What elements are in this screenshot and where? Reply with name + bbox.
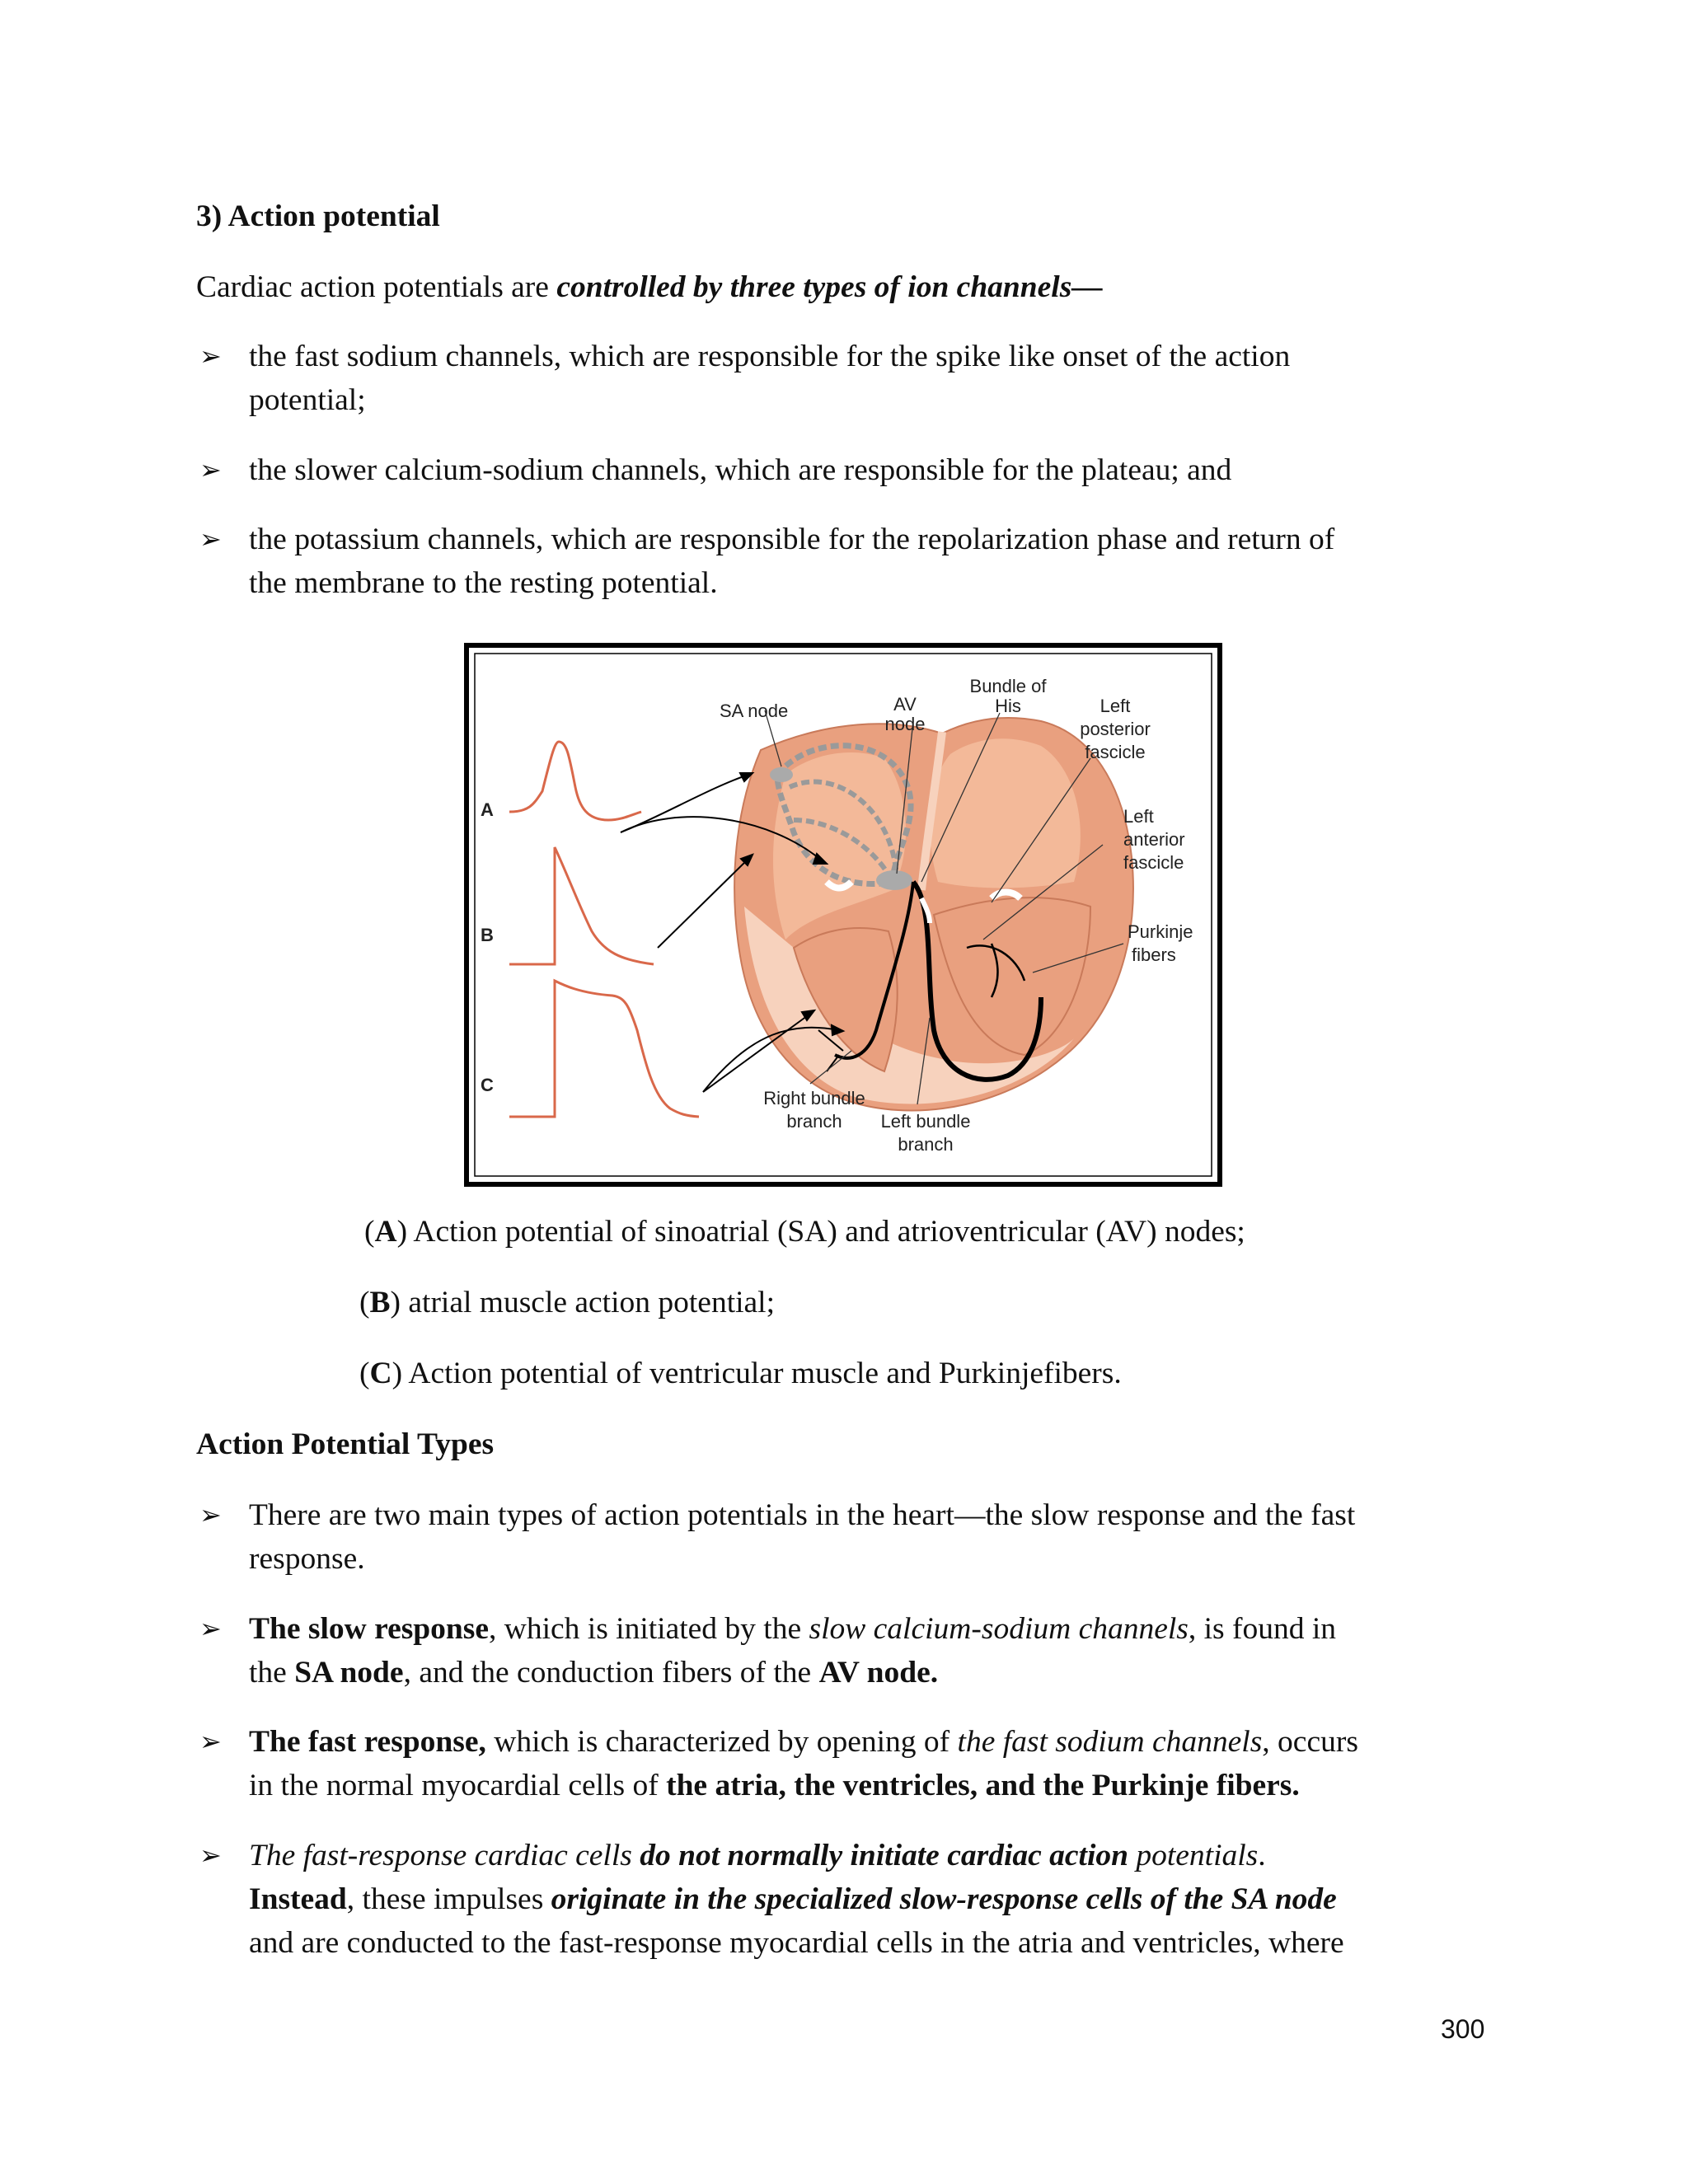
bold-term: SA node	[294, 1656, 404, 1690]
bullet-arrow-icon: ➢	[199, 1727, 222, 1756]
bold-term: the atria, the ventricles, and the Purkinje fibers.	[666, 1769, 1300, 1802]
figure-caption-c	[359, 1352, 1122, 1395]
label-bundle-of-his-2: His	[995, 696, 1021, 716]
text-run: , which is initiated by the	[489, 1612, 809, 1646]
caption-text: ) Action potential of sinoatrial (SA) and atrioventricular (AV) nodes;	[396, 1215, 1245, 1249]
list-item-line	[249, 1607, 1502, 1651]
caption-paren: (	[359, 1286, 370, 1319]
list-item-line: the membrane to the resting potential.	[249, 566, 718, 600]
label-bundle-of-his: Bundle of	[969, 676, 1047, 696]
caption-text: ) atrial muscle action potential;	[390, 1286, 776, 1319]
italic-term: potentials	[1128, 1839, 1259, 1872]
bullet-arrow-icon: ➢	[199, 1500, 222, 1530]
caption-letter: A	[374, 1215, 397, 1249]
list-item-line	[249, 1720, 1502, 1764]
bold-term: The fast response,	[249, 1725, 486, 1759]
types-heading: Action Potential Types	[196, 1427, 495, 1461]
bold-italic-term: do not normally initiate cardiac action	[631, 1839, 1128, 1872]
text-run: , and the conduction fibers of the	[403, 1656, 819, 1690]
label-left-anterior-fascicle-3: fascicle	[1123, 852, 1184, 873]
text-run: , these impulses	[346, 1882, 551, 1916]
label-left-posterior-fascicle: Left	[1100, 696, 1131, 716]
list-item	[199, 1493, 1502, 1581]
intro-paragraph	[196, 265, 1103, 309]
list-item	[199, 1834, 1502, 1965]
bullet-arrow-icon: ➢	[199, 1614, 222, 1643]
section-title: 3) Action potential	[196, 199, 440, 233]
figure-caption-b	[359, 1281, 775, 1324]
bullet-arrow-icon: ➢	[199, 1840, 222, 1870]
heart-conduction-figure	[464, 643, 1222, 1187]
caption-letter: C	[369, 1357, 392, 1390]
intro-emphasis: controlled by three types of ion channels—	[556, 270, 1103, 304]
label-left-anterior-fascicle-2: anterior	[1123, 829, 1185, 850]
label-trace-b: B	[481, 925, 494, 945]
text-run: , is found in	[1188, 1612, 1337, 1646]
list-item-line: potential;	[249, 383, 366, 417]
label-trace-a: A	[481, 799, 494, 820]
bold-term: Instead	[249, 1882, 347, 1916]
bullet-arrow-icon: ➢	[199, 341, 222, 371]
label-left-bundle-branch-2: branch	[898, 1134, 954, 1155]
list-item-line	[249, 1877, 1502, 1921]
list-item-line	[249, 1764, 1502, 1807]
list-item-line: and are conducted to the fast-response myocardial cells in the atria and ventricles, where	[249, 1926, 1344, 1960]
bold-italic-term: originate in the specialized slow-response cells of the SA node	[551, 1882, 1337, 1916]
bullet-arrow-icon: ➢	[199, 524, 222, 554]
page-number: 300	[1441, 2014, 1485, 2044]
italic-term: the fast sodium channels	[957, 1725, 1263, 1759]
list-item	[199, 518, 1502, 605]
label-right-bundle-branch: Right bundle	[763, 1088, 865, 1108]
caption-text: ) Action potential of ventricular muscle and Purkinjefibers.	[392, 1357, 1122, 1390]
caption-paren: (	[364, 1215, 375, 1249]
list-item-line: response.	[249, 1542, 365, 1576]
caption-letter: B	[369, 1286, 391, 1319]
label-sa-node: SA node	[720, 701, 789, 721]
bold-term: AV node.	[818, 1656, 939, 1690]
list-item-line: the slower calcium-sodium channels, which are responsible for the plateau; and	[249, 453, 1232, 487]
list-item	[199, 448, 1502, 492]
list-item-line	[249, 1651, 1502, 1694]
label-purkinje-fibers-2: fibers	[1132, 944, 1176, 965]
text-run: , occurs	[1262, 1725, 1358, 1759]
intro-lead: Cardiac action potentials are	[196, 270, 557, 304]
label-left-posterior-fascicle-3: fascicle	[1085, 742, 1146, 762]
bullet-arrow-icon: ➢	[199, 455, 222, 485]
label-left-posterior-fascicle-2: posterior	[1080, 719, 1151, 739]
label-purkinje-fibers: Purkinje	[1128, 921, 1193, 942]
list-item-line: the potassium channels, which are responsible for the repolarization phase and return of	[249, 523, 1335, 556]
text-run: .	[1258, 1839, 1266, 1872]
label-right-bundle-branch-2: branch	[786, 1111, 842, 1132]
text-run: which is characterized by opening of	[485, 1725, 958, 1759]
bold-term: The slow response	[249, 1612, 490, 1646]
text-run: the	[249, 1656, 295, 1690]
label-left-bundle-branch: Left bundle	[880, 1111, 971, 1132]
figure-caption-a	[364, 1210, 1245, 1254]
list-item	[199, 335, 1502, 422]
label-trace-c: C	[481, 1075, 494, 1095]
caption-paren: (	[359, 1357, 370, 1390]
text-run: in the normal myocardial cells of	[249, 1769, 667, 1802]
label-av-node: AV	[893, 694, 917, 715]
label-left-anterior-fascicle: Left	[1123, 806, 1154, 827]
list-item	[199, 1720, 1502, 1807]
italic-term: The fast-response cardiac cells	[249, 1839, 632, 1872]
list-item-line	[249, 1834, 1502, 1877]
list-item-line: There are two main types of action potentials in the heart—the slow response and the fast	[249, 1498, 1356, 1532]
list-item	[199, 1607, 1502, 1694]
list-item-line: the fast sodium channels, which are responsible for the spike like onset of the action	[249, 340, 1291, 373]
label-av-node-2: node	[884, 714, 926, 734]
italic-term: slow calcium-sodium channels	[809, 1612, 1189, 1646]
